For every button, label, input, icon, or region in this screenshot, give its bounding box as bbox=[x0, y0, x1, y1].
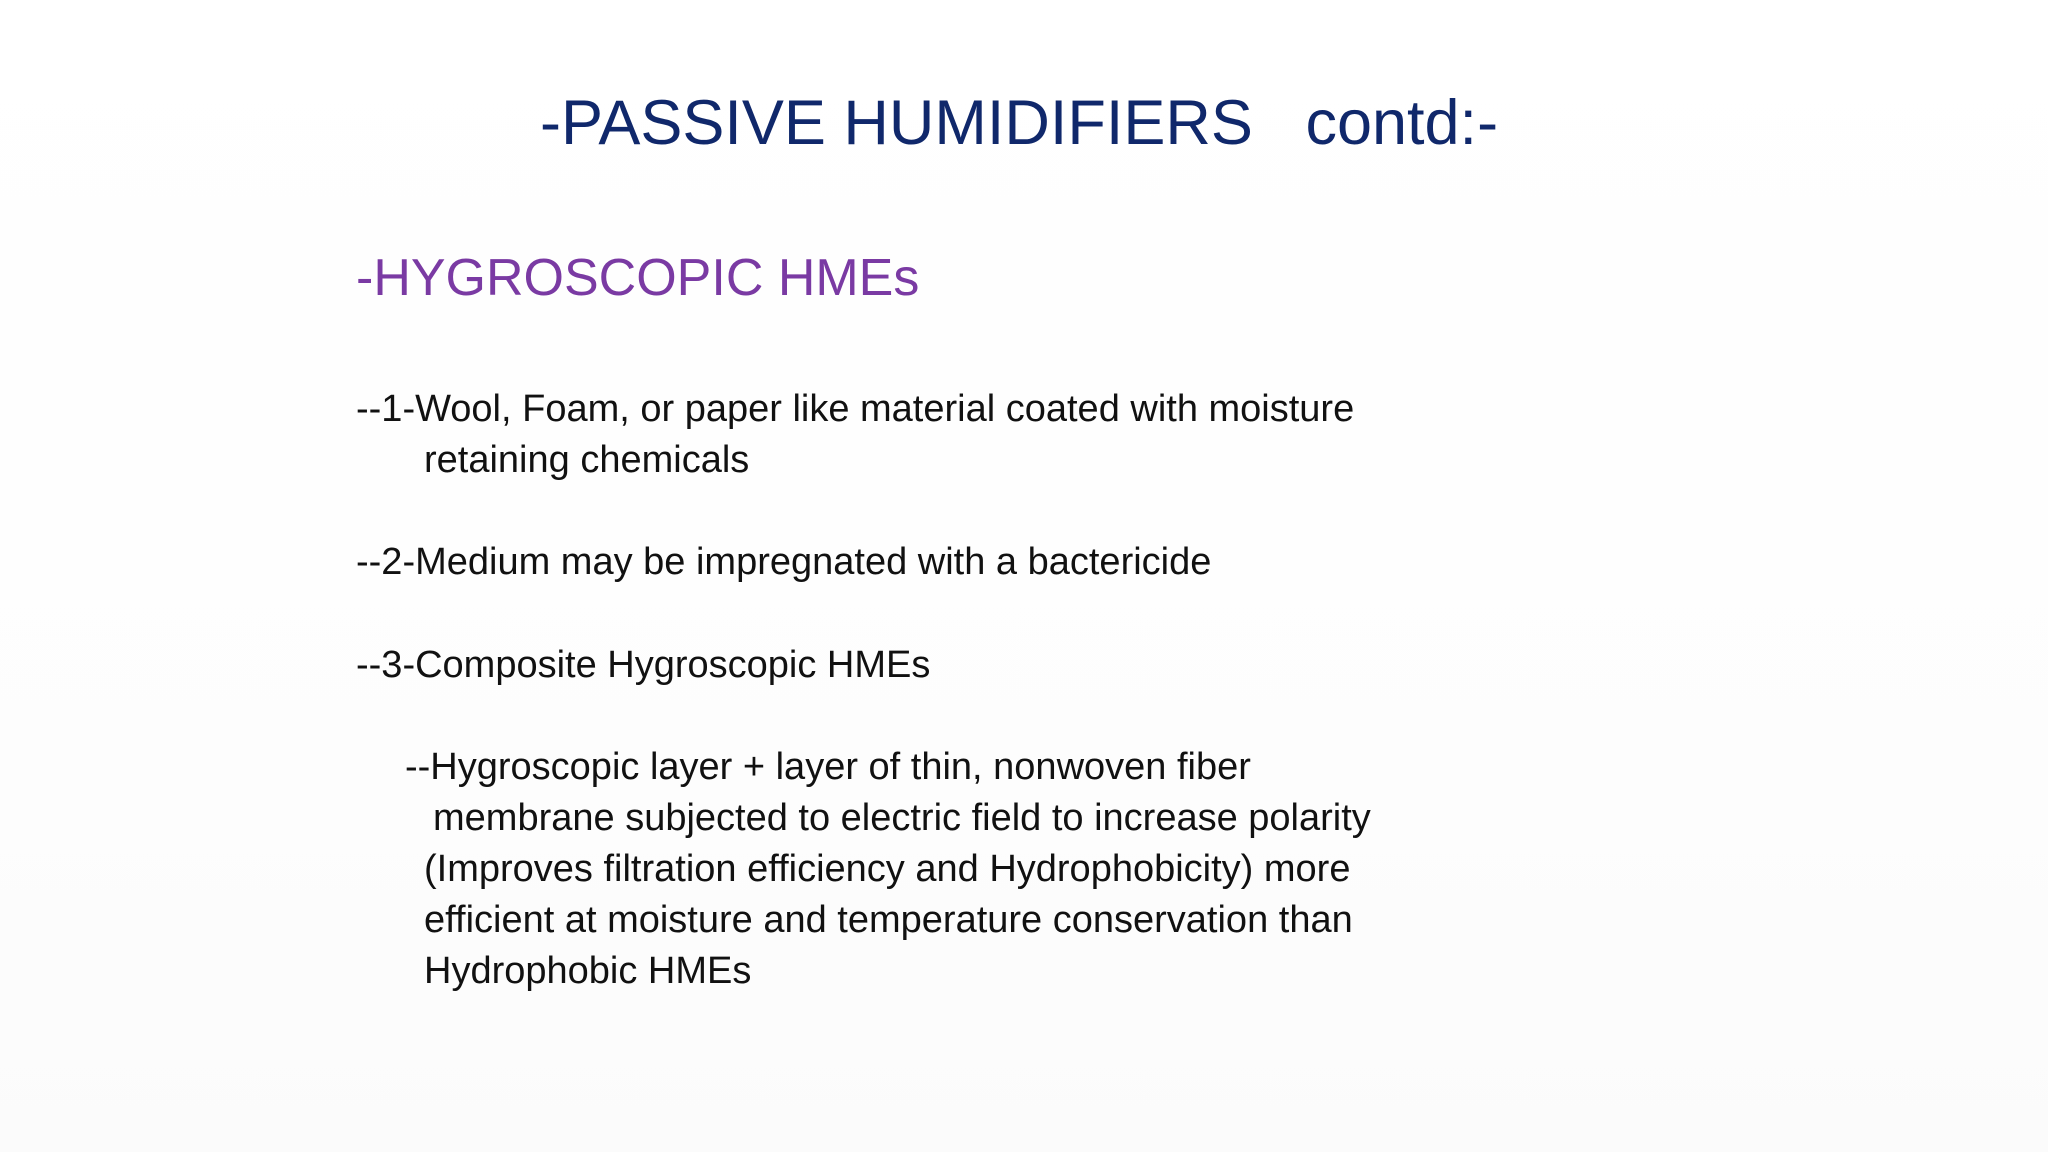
sub-bullet-line-1: --Hygroscopic layer + layer of thin, nonwoven fiber bbox=[405, 746, 1251, 788]
bullet-item-1-line-2: retaining chemicals bbox=[424, 439, 750, 481]
bullet-item-1-line-1: --1-Wool, Foam, or paper like material coated with moisture bbox=[356, 388, 1355, 430]
section-subheading: -HYGROSCOPIC HMEs bbox=[356, 249, 920, 307]
sub-bullet-line-2: membrane subjected to electric field to increase polarity bbox=[433, 797, 1371, 839]
sub-bullet-line-5: Hydrophobic HMEs bbox=[424, 950, 752, 992]
slide-title: -PASSIVE HUMIDIFIERS contd:- bbox=[540, 88, 1499, 158]
bullet-item-3-line-1: --3-Composite Hygroscopic HMEs bbox=[356, 644, 931, 686]
sub-bullet-line-3: (Improves filtration efficiency and Hydrophobicity) more bbox=[424, 848, 1351, 890]
bullet-item-2-line-1: --2-Medium may be impregnated with a bactericide bbox=[356, 541, 1212, 583]
sub-bullet-line-4: efficient at moisture and temperature conservation than bbox=[424, 899, 1353, 941]
